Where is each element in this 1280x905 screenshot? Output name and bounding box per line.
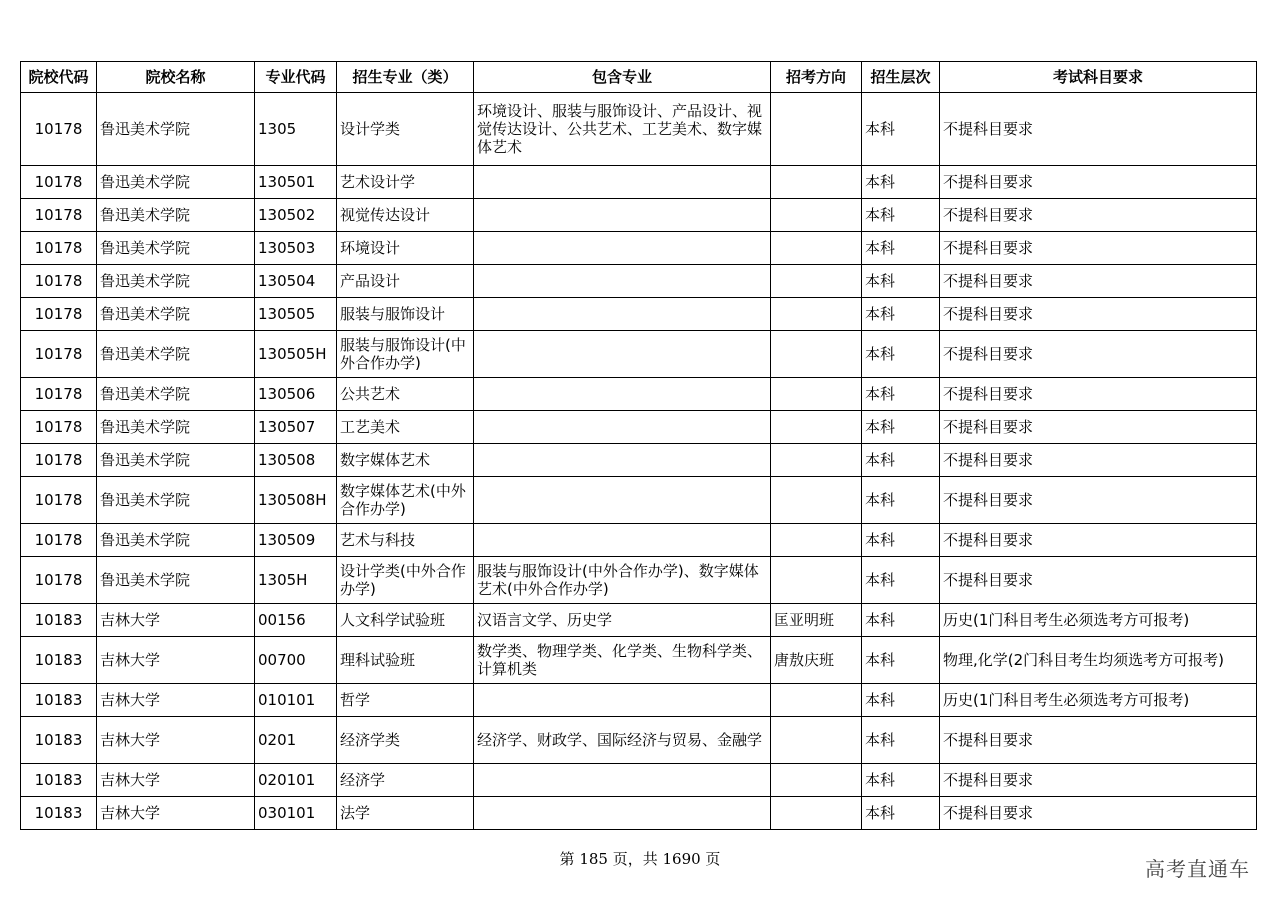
cell-major-code: 020101 [255, 764, 337, 797]
cell-includes [474, 524, 771, 557]
cell-school-name: 吉林大学 [97, 604, 255, 637]
page-number: 第 185 页，共 1690 页 [559, 850, 721, 868]
cell-requirement: 物理,化学(2门科目考生均须选考方可报考) [940, 637, 1257, 684]
cell-direction [771, 477, 862, 524]
cell-direction [771, 265, 862, 298]
cell-major-code: 00156 [255, 604, 337, 637]
cell-major-code: 1305 [255, 93, 337, 166]
table-row [21, 637, 1257, 684]
cell-school-code: 10178 [21, 93, 97, 166]
cell-school-code: 10183 [21, 717, 97, 764]
cell-major-name: 设计学类(中外合作办学) [337, 557, 474, 604]
cell-school-code: 10178 [21, 444, 97, 477]
header-major: 招生专业（类） [337, 62, 474, 93]
cell-major-code: 130508 [255, 444, 337, 477]
cell-major-code: 010101 [255, 684, 337, 717]
cell-school-code: 10183 [21, 797, 97, 830]
cell-major-code: 0201 [255, 717, 337, 764]
cell-major-name: 服装与服饰设计 [337, 298, 474, 331]
cell-school-code: 10178 [21, 232, 97, 265]
cell-major-name: 产品设计 [337, 265, 474, 298]
cell-level: 本科 [862, 411, 940, 444]
table-row [21, 797, 1257, 830]
cell-school-code: 10178 [21, 557, 97, 604]
cell-major-name: 艺术与科技 [337, 524, 474, 557]
cell-includes: 环境设计、服装与服饰设计、产品设计、视觉传达设计、公共艺术、工艺美术、数字媒体艺术 [474, 93, 771, 166]
cell-direction [771, 797, 862, 830]
cell-school-name: 鲁迅美术学院 [97, 524, 255, 557]
cell-direction [771, 199, 862, 232]
cell-school-name: 吉林大学 [97, 797, 255, 830]
admission-table [20, 61, 1257, 830]
cell-includes [474, 684, 771, 717]
cell-includes: 汉语言文学、历史学 [474, 604, 771, 637]
header-major-code: 专业代码 [255, 62, 337, 93]
table-row [21, 684, 1257, 717]
cell-major-code: 130503 [255, 232, 337, 265]
cell-requirement: 不提科目要求 [940, 378, 1257, 411]
cell-direction: 匡亚明班 [771, 604, 862, 637]
table-row [21, 557, 1257, 604]
cell-requirement: 不提科目要求 [940, 199, 1257, 232]
cell-major-name: 经济学 [337, 764, 474, 797]
cell-level: 本科 [862, 637, 940, 684]
cell-requirement: 历史(1门科目考生必须选考方可报考) [940, 604, 1257, 637]
cell-school-name: 鲁迅美术学院 [97, 331, 255, 378]
cell-direction [771, 298, 862, 331]
cell-level: 本科 [862, 199, 940, 232]
table-row [21, 166, 1257, 199]
cell-includes: 数学类、物理学类、化学类、生物科学类、计算机类 [474, 637, 771, 684]
cell-direction [771, 232, 862, 265]
cell-includes: 服装与服饰设计(中外合作办学)、数字媒体艺术(中外合作办学) [474, 557, 771, 604]
cell-school-code: 10178 [21, 298, 97, 331]
cell-level: 本科 [862, 524, 940, 557]
cell-major-code: 130505 [255, 298, 337, 331]
cell-school-code: 10183 [21, 764, 97, 797]
cell-requirement: 不提科目要求 [940, 298, 1257, 331]
cell-level: 本科 [862, 604, 940, 637]
table-row [21, 93, 1257, 166]
cell-direction [771, 717, 862, 764]
cell-level: 本科 [862, 557, 940, 604]
cell-direction [771, 93, 862, 166]
header-requirement: 考试科目要求 [940, 62, 1257, 93]
table-row [21, 477, 1257, 524]
cell-major-name: 设计学类 [337, 93, 474, 166]
cell-major-code: 00700 [255, 637, 337, 684]
cell-school-name: 鲁迅美术学院 [97, 93, 255, 166]
cell-direction [771, 557, 862, 604]
cell-includes [474, 265, 771, 298]
cell-school-code: 10178 [21, 265, 97, 298]
header-direction: 招考方向 [771, 62, 862, 93]
cell-major-code: 1305H [255, 557, 337, 604]
cell-includes: 经济学、财政学、国际经济与贸易、金融学 [474, 717, 771, 764]
cell-level: 本科 [862, 265, 940, 298]
header-level: 招生层次 [862, 62, 940, 93]
cell-includes [474, 378, 771, 411]
cell-requirement: 历史(1门科目考生必须选考方可报考) [940, 684, 1257, 717]
cell-major-name: 公共艺术 [337, 378, 474, 411]
cell-level: 本科 [862, 764, 940, 797]
cell-major-name: 环境设计 [337, 232, 474, 265]
cell-major-name: 工艺美术 [337, 411, 474, 444]
table-row [21, 604, 1257, 637]
cell-direction [771, 166, 862, 199]
cell-school-code: 10178 [21, 477, 97, 524]
cell-level: 本科 [862, 93, 940, 166]
cell-major-code: 030101 [255, 797, 337, 830]
cell-major-name: 理科试验班 [337, 637, 474, 684]
cell-requirement: 不提科目要求 [940, 411, 1257, 444]
cell-includes [474, 477, 771, 524]
cell-major-name: 人文科学试验班 [337, 604, 474, 637]
table-row [21, 265, 1257, 298]
cell-school-name: 吉林大学 [97, 764, 255, 797]
cell-school-code: 10178 [21, 524, 97, 557]
cell-major-code: 130507 [255, 411, 337, 444]
cell-requirement: 不提科目要求 [940, 265, 1257, 298]
cell-school-code: 10178 [21, 378, 97, 411]
cell-major-code: 130501 [255, 166, 337, 199]
table-row [21, 199, 1257, 232]
cell-includes [474, 232, 771, 265]
table-row [21, 298, 1257, 331]
cell-requirement: 不提科目要求 [940, 93, 1257, 166]
cell-level: 本科 [862, 797, 940, 830]
cell-level: 本科 [862, 298, 940, 331]
cell-level: 本科 [862, 684, 940, 717]
cell-school-name: 鲁迅美术学院 [97, 166, 255, 199]
cell-major-name: 经济学类 [337, 717, 474, 764]
cell-includes [474, 166, 771, 199]
cell-major-code: 130508H [255, 477, 337, 524]
cell-school-name: 鲁迅美术学院 [97, 265, 255, 298]
cell-level: 本科 [862, 166, 940, 199]
cell-major-code: 130506 [255, 378, 337, 411]
cell-includes [474, 411, 771, 444]
cell-school-name: 鲁迅美术学院 [97, 411, 255, 444]
cell-direction [771, 764, 862, 797]
watermark: 高考直通车 [1145, 857, 1250, 881]
cell-level: 本科 [862, 444, 940, 477]
cell-requirement: 不提科目要求 [940, 477, 1257, 524]
cell-school-name: 吉林大学 [97, 637, 255, 684]
cell-school-name: 鲁迅美术学院 [97, 298, 255, 331]
cell-requirement: 不提科目要求 [940, 166, 1257, 199]
cell-requirement: 不提科目要求 [940, 331, 1257, 378]
cell-direction [771, 331, 862, 378]
cell-major-name: 法学 [337, 797, 474, 830]
table-row [21, 717, 1257, 764]
cell-school-name: 吉林大学 [97, 717, 255, 764]
cell-level: 本科 [862, 477, 940, 524]
table-row [21, 524, 1257, 557]
cell-school-name: 鲁迅美术学院 [97, 477, 255, 524]
table-row [21, 378, 1257, 411]
cell-requirement: 不提科目要求 [940, 764, 1257, 797]
cell-requirement: 不提科目要求 [940, 717, 1257, 764]
cell-major-code: 130504 [255, 265, 337, 298]
table-row [21, 764, 1257, 797]
cell-major-code: 130509 [255, 524, 337, 557]
table-row [21, 232, 1257, 265]
cell-school-name: 鲁迅美术学院 [97, 199, 255, 232]
cell-major-name: 数字媒体艺术 [337, 444, 474, 477]
cell-direction [771, 684, 862, 717]
table-row [21, 411, 1257, 444]
cell-requirement: 不提科目要求 [940, 232, 1257, 265]
cell-school-name: 鲁迅美术学院 [97, 444, 255, 477]
cell-major-name: 艺术设计学 [337, 166, 474, 199]
cell-major-name: 视觉传达设计 [337, 199, 474, 232]
cell-requirement: 不提科目要求 [940, 524, 1257, 557]
cell-major-code: 130502 [255, 199, 337, 232]
header-school-name: 院校名称 [97, 62, 255, 93]
header-school-code: 院校代码 [21, 62, 97, 93]
cell-level: 本科 [862, 232, 940, 265]
cell-school-code: 10178 [21, 331, 97, 378]
cell-direction: 唐敖庆班 [771, 637, 862, 684]
cell-school-code: 10178 [21, 166, 97, 199]
cell-includes [474, 199, 771, 232]
cell-includes [474, 797, 771, 830]
cell-major-code: 130505H [255, 331, 337, 378]
cell-school-name: 鲁迅美术学院 [97, 557, 255, 604]
cell-requirement: 不提科目要求 [940, 797, 1257, 830]
cell-school-code: 10178 [21, 199, 97, 232]
table-header-row [21, 62, 1257, 93]
cell-includes [474, 764, 771, 797]
cell-level: 本科 [862, 331, 940, 378]
cell-school-code: 10178 [21, 411, 97, 444]
cell-major-name: 数字媒体艺术(中外合作办学) [337, 477, 474, 524]
cell-direction [771, 378, 862, 411]
cell-school-name: 鲁迅美术学院 [97, 232, 255, 265]
cell-requirement: 不提科目要求 [940, 444, 1257, 477]
table-row [21, 331, 1257, 378]
cell-level: 本科 [862, 378, 940, 411]
cell-school-code: 10183 [21, 637, 97, 684]
cell-direction [771, 444, 862, 477]
cell-level: 本科 [862, 717, 940, 764]
table-row [21, 444, 1257, 477]
cell-major-name: 哲学 [337, 684, 474, 717]
cell-direction [771, 411, 862, 444]
cell-school-code: 10183 [21, 604, 97, 637]
header-includes: 包含专业 [474, 62, 771, 93]
cell-direction [771, 524, 862, 557]
cell-requirement: 不提科目要求 [940, 557, 1257, 604]
cell-includes [474, 444, 771, 477]
cell-includes [474, 298, 771, 331]
cell-school-code: 10183 [21, 684, 97, 717]
cell-school-name: 鲁迅美术学院 [97, 378, 255, 411]
cell-major-name: 服装与服饰设计(中外合作办学) [337, 331, 474, 378]
cell-includes [474, 331, 771, 378]
cell-school-name: 吉林大学 [97, 684, 255, 717]
